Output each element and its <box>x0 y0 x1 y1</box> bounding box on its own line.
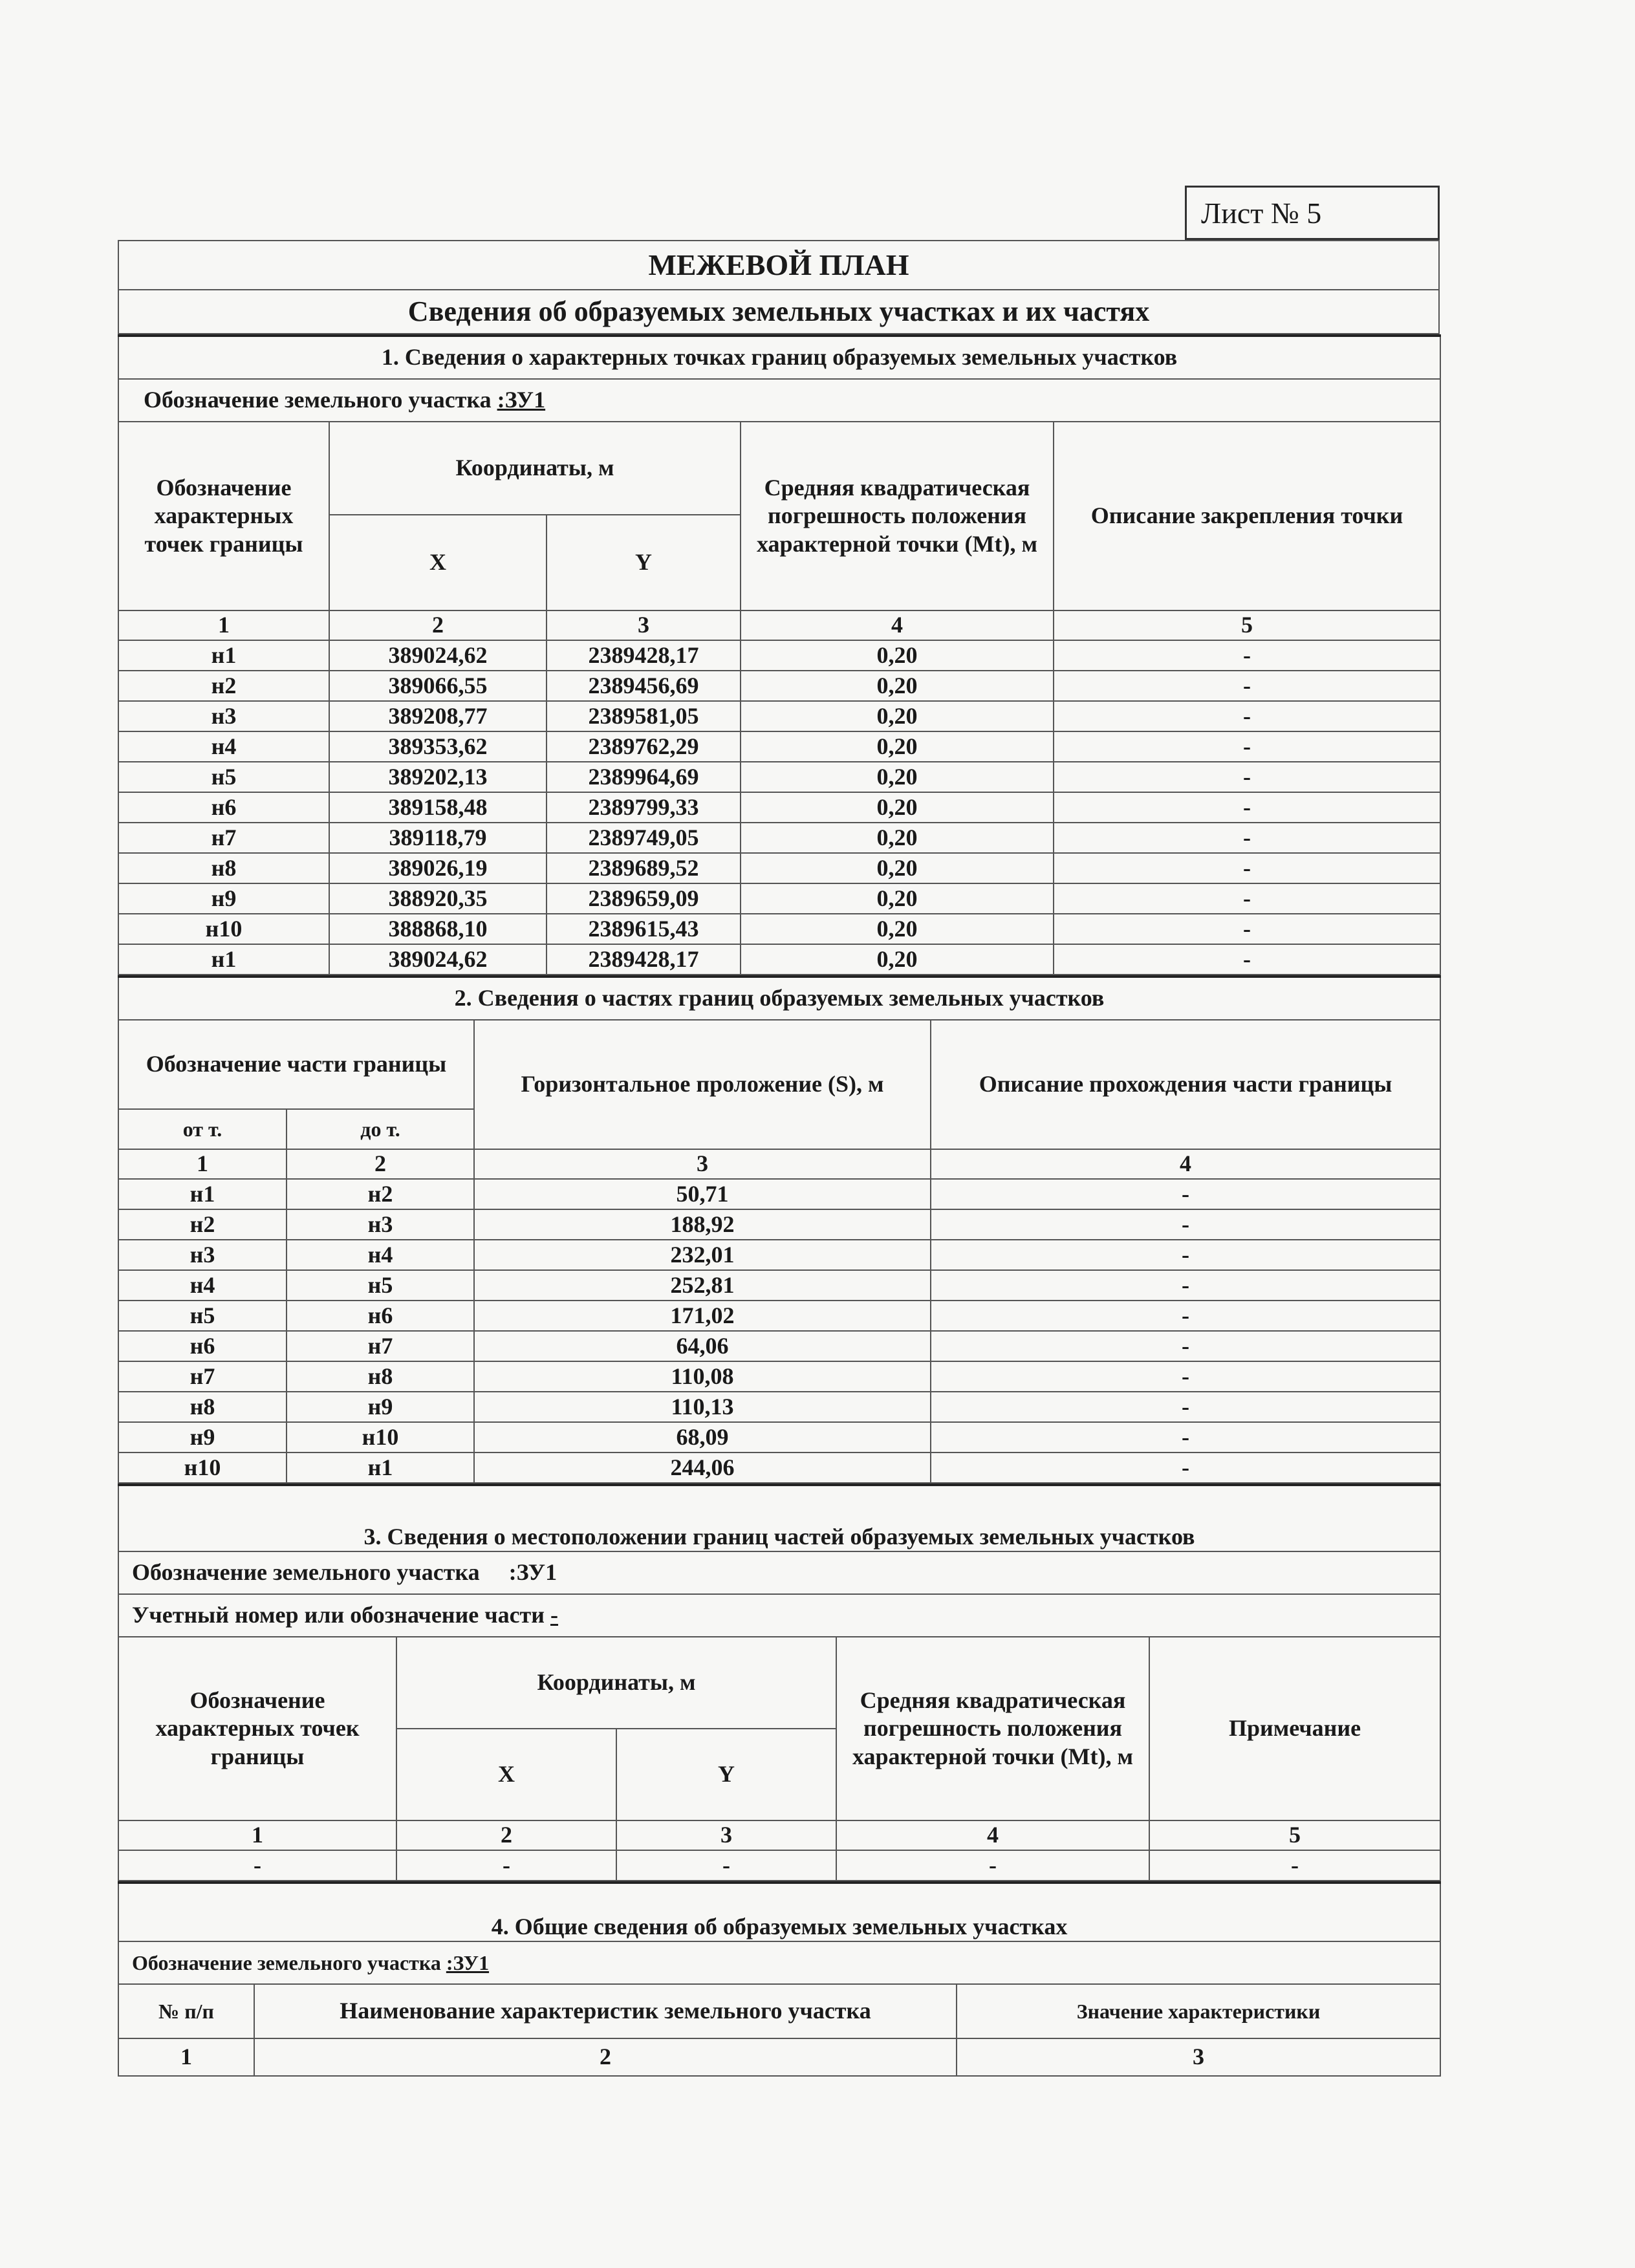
table-cell: н1 <box>287 1453 474 1483</box>
table-cell: 110,08 <box>474 1361 931 1392</box>
table-cell: н8 <box>118 853 329 883</box>
table-cell: 2389456,69 <box>547 671 741 701</box>
column-number: 1 <box>118 610 329 640</box>
parcel-value: :ЗУ1 <box>508 1559 558 1586</box>
table-cell: н9 <box>118 883 329 914</box>
column-number: 2 <box>329 610 547 640</box>
table-row <box>118 1270 1440 1301</box>
header-from: от т. <box>118 1109 287 1149</box>
header-to: до т. <box>287 1109 474 1149</box>
table-cell: н5 <box>287 1270 474 1301</box>
column-number: 2 <box>396 1820 616 1850</box>
table-cell: н8 <box>118 1392 287 1422</box>
table-row <box>118 1422 1440 1453</box>
table-cell: - <box>931 1331 1440 1361</box>
header-point: Обозначение характерных точек границы <box>118 422 329 610</box>
table-row <box>118 1361 1440 1392</box>
section4-title: 4. Общие сведения об образуемых земельных участках <box>118 1883 1440 1941</box>
table-cell: н4 <box>118 731 329 762</box>
table-cell: - <box>931 1270 1440 1301</box>
column-number: 3 <box>957 2038 1440 2076</box>
parcel-label: Обозначение земельного участка <box>132 1559 509 1586</box>
table-row <box>118 731 1440 762</box>
table-cell: н6 <box>118 792 329 823</box>
table-cell: 0,20 <box>741 671 1054 701</box>
header-coords: Координаты, м <box>396 1637 836 1729</box>
table-cell: 2389428,17 <box>547 944 741 975</box>
table-cell: - <box>1054 883 1440 914</box>
table-cell: 0,20 <box>741 823 1054 853</box>
table-cell: 68,09 <box>474 1422 931 1453</box>
table-cell: 2389762,29 <box>547 731 741 762</box>
header-coords: Координаты, м <box>329 422 741 515</box>
table-row <box>118 701 1440 731</box>
table-cell: 2389689,52 <box>547 853 741 883</box>
table-cell: 388920,35 <box>329 883 547 914</box>
table-cell: н2 <box>118 1209 287 1240</box>
table-cell: - <box>616 1850 836 1881</box>
column-number: 2 <box>287 1149 474 1179</box>
header-name: Наименование характеристик земельного участка <box>254 1984 957 2038</box>
table-cell: - <box>1054 792 1440 823</box>
column-number: 3 <box>474 1149 931 1179</box>
table-row <box>118 762 1440 792</box>
table-cell: н7 <box>118 1361 287 1392</box>
table-row <box>118 1850 1440 1881</box>
table-cell: н4 <box>287 1240 474 1270</box>
table-cell: 171,02 <box>474 1301 931 1331</box>
table-cell: 0,20 <box>741 640 1054 671</box>
table-row <box>118 1209 1440 1240</box>
section1-parcel-row <box>118 379 1440 422</box>
header-x: X <box>396 1729 616 1820</box>
column-number: 4 <box>836 1820 1149 1850</box>
table-cell: 2389428,17 <box>547 640 741 671</box>
table-cell: 0,20 <box>741 792 1054 823</box>
table-row <box>118 853 1440 883</box>
column-number: 3 <box>547 610 741 640</box>
table-cell: - <box>931 1209 1440 1240</box>
header-error: Средняя квадратическая погрешность положения характерной точки (Mt), м <box>836 1637 1149 1820</box>
table-cell: 0,20 <box>741 853 1054 883</box>
table-cell: 0,20 <box>741 762 1054 792</box>
table-cell: - <box>931 1179 1440 1209</box>
header-y: Y <box>547 515 741 610</box>
table-cell: - <box>1149 1850 1440 1881</box>
section1-table <box>118 334 1441 975</box>
table-cell: 2389749,05 <box>547 823 741 853</box>
table-cell: 389158,48 <box>329 792 547 823</box>
table-cell: 389024,62 <box>329 640 547 671</box>
table-cell: - <box>396 1850 616 1881</box>
table-cell: - <box>931 1392 1440 1422</box>
table-cell: 0,20 <box>741 914 1054 944</box>
header-note: Примечание <box>1149 1637 1440 1820</box>
table-row <box>118 671 1440 701</box>
table-cell: 0,20 <box>741 701 1054 731</box>
table-cell: - <box>931 1301 1440 1331</box>
table-cell: н1 <box>118 944 329 975</box>
table-cell: н10 <box>118 1453 287 1483</box>
table-cell: н1 <box>118 1179 287 1209</box>
table-cell: - <box>1054 944 1440 975</box>
section4-parcel-row <box>118 1941 1440 1984</box>
header-x: X <box>329 515 547 610</box>
header-num: № п/п <box>118 1984 254 2038</box>
table-cell: 388868,10 <box>329 914 547 944</box>
column-number: 1 <box>118 1820 396 1850</box>
table-cell: н2 <box>118 671 329 701</box>
table-cell: н7 <box>287 1331 474 1361</box>
section2-title: 2. Сведения о частях границ образуемых земельных участков <box>118 977 1440 1020</box>
section3-part-row <box>118 1594 1440 1637</box>
header-length: Горизонтальное проложение (S), м <box>474 1020 931 1149</box>
table-cell: н2 <box>287 1179 474 1209</box>
table-cell: н5 <box>118 762 329 792</box>
table-cell: 252,81 <box>474 1270 931 1301</box>
table-cell: 2389964,69 <box>547 762 741 792</box>
header-value: Значение характеристики <box>957 1984 1440 2038</box>
section1-title: 1. Сведения о характерных точках границ образуемых земельных участков <box>118 336 1440 379</box>
table-cell: 2389659,09 <box>547 883 741 914</box>
table-cell: 64,06 <box>474 1331 931 1361</box>
table-row <box>118 914 1440 944</box>
table-cell: - <box>1054 701 1440 731</box>
column-number: 1 <box>118 1149 287 1179</box>
table-row <box>118 1453 1440 1483</box>
parcel-label: Обозначение земельного участка <box>144 387 497 413</box>
header-point: Обозначение характерных точек границы <box>118 1637 396 1820</box>
table-row <box>118 883 1440 914</box>
table-cell: н6 <box>287 1301 474 1331</box>
table-cell: н9 <box>118 1422 287 1453</box>
table-cell: 389353,62 <box>329 731 547 762</box>
table-cell: 389202,13 <box>329 762 547 792</box>
table-cell: - <box>1054 671 1440 701</box>
table-cell: н8 <box>287 1361 474 1392</box>
table-cell: 389066,55 <box>329 671 547 701</box>
parcel-value: :ЗУ1 <box>446 1950 490 1974</box>
table-cell: - <box>1054 762 1440 792</box>
table-cell: 389208,77 <box>329 701 547 731</box>
table-cell: 0,20 <box>741 944 1054 975</box>
table-cell: н10 <box>287 1422 474 1453</box>
column-number: 1 <box>118 2038 254 2076</box>
table-cell: - <box>1054 640 1440 671</box>
table-row <box>118 944 1440 975</box>
table-cell: 188,92 <box>474 1209 931 1240</box>
table-row <box>118 792 1440 823</box>
table-cell: 389024,62 <box>329 944 547 975</box>
table-cell: 0,20 <box>741 883 1054 914</box>
table-row <box>118 1179 1440 1209</box>
column-number: 3 <box>616 1820 836 1850</box>
table-cell: н5 <box>118 1301 287 1331</box>
parcel-value: :ЗУ1 <box>497 387 546 413</box>
table-row <box>118 1240 1440 1270</box>
table-cell: 50,71 <box>474 1179 931 1209</box>
column-number: 5 <box>1149 1820 1440 1850</box>
document-subtitle: Сведения об образуемых земельных участках и их частях <box>118 290 1439 334</box>
column-number: 4 <box>931 1149 1440 1179</box>
table-cell: - <box>1054 853 1440 883</box>
table-row <box>118 640 1440 671</box>
table-cell: н3 <box>287 1209 474 1240</box>
table-cell: - <box>931 1361 1440 1392</box>
table-cell: 389118,79 <box>329 823 547 853</box>
table-cell: 2389581,05 <box>547 701 741 731</box>
table-cell: - <box>836 1850 1149 1881</box>
table-cell: 244,06 <box>474 1453 931 1483</box>
table-cell: - <box>1054 823 1440 853</box>
column-number: 4 <box>741 610 1054 640</box>
table-cell: н10 <box>118 914 329 944</box>
part-value: - <box>550 1602 558 1628</box>
sheet-number: Лист № 5 <box>1185 186 1440 240</box>
table-cell: 389026,19 <box>329 853 547 883</box>
section3-title: 3. Сведения о местоположении границ частей образуемых земельных участков <box>118 1485 1440 1551</box>
table-row <box>118 823 1440 853</box>
section2-table <box>118 975 1441 1484</box>
header-desc: Описание закрепления точки <box>1054 422 1440 610</box>
table-row <box>118 1301 1440 1331</box>
title-table <box>118 240 1440 334</box>
table-cell: 110,13 <box>474 1392 931 1422</box>
table-cell: н6 <box>118 1331 287 1361</box>
table-cell: 2389615,43 <box>547 914 741 944</box>
column-number: 2 <box>254 2038 957 2076</box>
boundary-plan-document <box>118 240 1440 2077</box>
header-desc: Описание прохождения части границы <box>931 1020 1440 1149</box>
table-cell: н1 <box>118 640 329 671</box>
table-cell: 0,20 <box>741 731 1054 762</box>
table-cell: н4 <box>118 1270 287 1301</box>
table-cell: н3 <box>118 1240 287 1270</box>
section4-table <box>118 1881 1441 2077</box>
table-cell: - <box>931 1422 1440 1453</box>
table-cell: - <box>1054 914 1440 944</box>
table-cell: - <box>118 1850 396 1881</box>
header-error: Средняя квадратическая погрешность положения характерной точки (Mt), м <box>741 422 1054 610</box>
table-row <box>118 1392 1440 1422</box>
table-cell: - <box>931 1453 1440 1483</box>
table-cell: н9 <box>287 1392 474 1422</box>
document-title: МЕЖЕВОЙ ПЛАН <box>118 241 1439 290</box>
part-label: Учетный номер или обозначение части <box>132 1602 550 1628</box>
section3-parcel-row <box>118 1551 1440 1594</box>
header-y: Y <box>616 1729 836 1820</box>
parcel-label: Обозначение земельного участка <box>132 1950 446 1974</box>
header-part: Обозначение части границы <box>118 1020 474 1109</box>
table-cell: 2389799,33 <box>547 792 741 823</box>
table-cell: - <box>931 1240 1440 1270</box>
table-row <box>118 1331 1440 1361</box>
section3-table <box>118 1484 1441 1881</box>
table-cell: н7 <box>118 823 329 853</box>
table-cell: 232,01 <box>474 1240 931 1270</box>
table-cell: н3 <box>118 701 329 731</box>
column-number: 5 <box>1054 610 1440 640</box>
table-cell: - <box>1054 731 1440 762</box>
